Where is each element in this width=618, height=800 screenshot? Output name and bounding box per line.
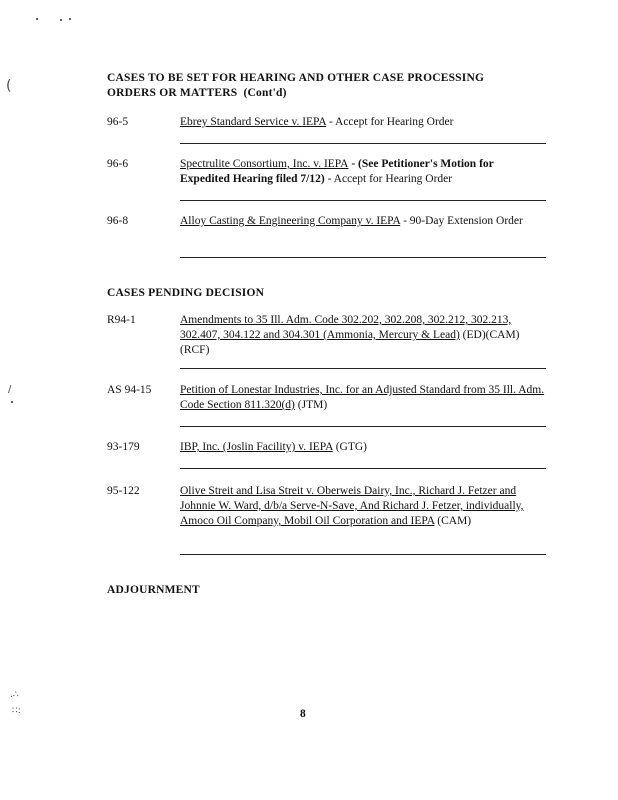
case-title: Alloy Casting & Engineering Company v. IEPA bbox=[180, 215, 401, 227]
scan-speck bbox=[36, 18, 38, 20]
case-title: Ebrey Standard Service v. IEPA bbox=[180, 116, 327, 128]
case-title: Olive Streit and Lisa Streit v. Oberweis Dairy, Inc., Richard J. Fetzer and Johnnie W. Ward, d/b/a Serve-N-Save, And Richard J. Fetzer, individually, Amoco Oil Company, Mobil Oil Corporation and IEPA bbox=[180, 485, 524, 527]
case-number: 93-179 bbox=[107, 441, 140, 453]
case-title: Spectrulite Consortium, Inc. v. IEPA bbox=[180, 158, 349, 170]
case-description bbox=[180, 484, 546, 529]
case-initials: (ED)(CAM)(RCF) bbox=[180, 329, 520, 356]
heading-contd: (Cont'd) bbox=[243, 87, 287, 99]
entry-divider bbox=[180, 368, 546, 369]
scan-smudge: .∴ bbox=[10, 690, 19, 700]
case-title: Amendments to 35 Ill. Adm. Code 302.202, 302.208, 302.212, 302.213, 302.407, 304.122 and 304.301 (Ammonia, Mercury & Lead) bbox=[180, 314, 512, 341]
entry-divider bbox=[180, 468, 546, 469]
scan-speck bbox=[60, 19, 62, 21]
heading-line-1: CASES TO BE SET FOR HEARING AND OTHER CASE PROCESSING bbox=[107, 72, 485, 84]
case-action: - 90-Day Extension Order bbox=[400, 215, 523, 227]
case-action: - Accept for Hearing Order bbox=[326, 116, 454, 128]
case-description bbox=[180, 440, 546, 455]
case-initials: (GTG) bbox=[332, 441, 367, 453]
case-number: 96-8 bbox=[107, 215, 129, 227]
entry-divider bbox=[180, 426, 546, 427]
case-title: Petition of Lonestar Industries, Inc. for an Adjusted Standard from 35 Ill. Adm. Code Section 811.320(d) bbox=[180, 384, 545, 411]
case-number: AS 94-15 bbox=[107, 384, 152, 396]
case-title: IBP, Inc. (Joslin Facility) v. IEPA bbox=[180, 441, 333, 453]
case-number: R94-1 bbox=[107, 314, 136, 326]
case-action: - Accept for Hearing Order bbox=[324, 173, 453, 185]
case-description bbox=[180, 115, 546, 130]
entry-divider bbox=[180, 143, 546, 144]
entry-divider bbox=[180, 257, 546, 258]
case-note: - (See Petitioner's Motion for Expedited Hearing filed 7/12) bbox=[180, 158, 494, 185]
heading-line-2-text: ORDERS OR MATTERS bbox=[107, 87, 238, 99]
case-description bbox=[180, 383, 546, 413]
scan-speck bbox=[11, 401, 13, 403]
case-number: 96-5 bbox=[107, 116, 129, 128]
section-heading-pending: CASES PENDING DECISION bbox=[107, 287, 265, 299]
heading-line-2 bbox=[107, 86, 484, 101]
scan-smudge: ∷: bbox=[12, 706, 21, 716]
case-number: 96-6 bbox=[107, 158, 129, 170]
section-heading-adjournment: ADJOURNMENT bbox=[107, 584, 200, 596]
case-description bbox=[180, 313, 546, 358]
case-number: 95-122 bbox=[107, 485, 140, 497]
page-number: 8 bbox=[300, 708, 306, 720]
entry-divider bbox=[180, 554, 546, 555]
case-description bbox=[180, 214, 546, 229]
case-description bbox=[180, 157, 546, 187]
binding-hole-mark: / bbox=[8, 384, 12, 395]
section-heading-hearing bbox=[107, 71, 484, 101]
entry-divider bbox=[180, 200, 546, 201]
case-initials: (CAM) bbox=[434, 515, 472, 527]
scan-speck bbox=[69, 18, 71, 20]
case-initials: (JTM) bbox=[294, 399, 328, 411]
binding-hole-mark: ( bbox=[6, 78, 12, 94]
